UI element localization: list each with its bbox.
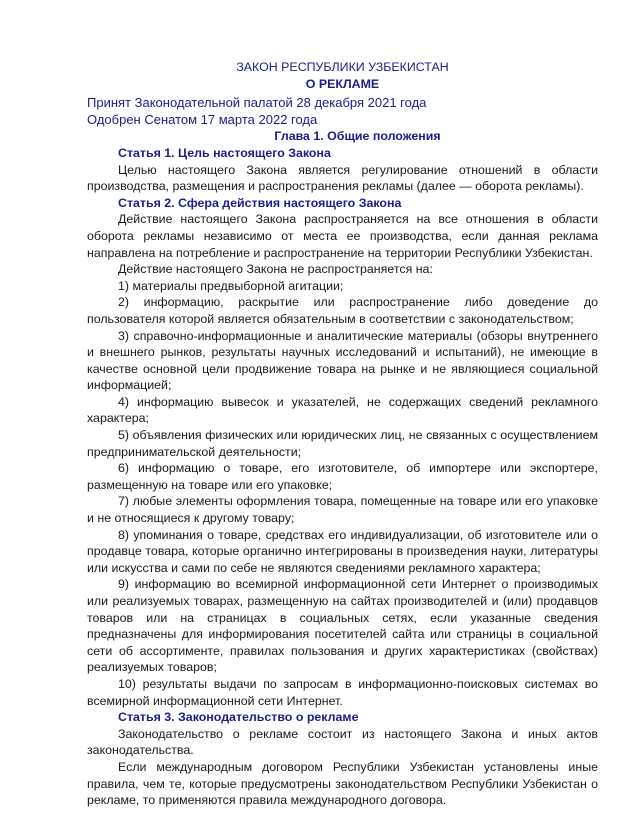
article-heading: Статья 2. Сфера действия настоящего Закона (118, 195, 402, 210)
article-paragraph: Законодательство о рекламе состоит из настоящего Закона и иных актов законодательства. (87, 726, 598, 758)
article-paragraph: 3) справочно-информационные и аналитические материалы (обзоры внутреннего и внешнего рынков, результаты научных исследований и испытаний), не имеющие в качестве основной цели продвижение товара на рынке и не являющиеся социальной информацией; (87, 328, 598, 393)
articles (87, 145, 598, 809)
article-paragraph: Если международным договором Республики Узбекистан установлены иные правила, чем те, которые предусмотрены законодательством Республики Узбекистан о рекламе, то применяются правила международного договора. (87, 759, 598, 808)
article-heading: Статья 1. Цель настоящего Закона (118, 145, 331, 160)
article-paragraph: 1) материалы предвыборной агитации; (118, 278, 344, 293)
law-title: ЗАКОН РЕСПУБЛИКИ УЗБЕКИСТАН (236, 60, 449, 74)
adopted-note: Принят Законодательной палатой 28 декабря 2021 года (87, 95, 427, 111)
article-paragraph: 4) информацию вывесок и указателей, не содержащих сведений рекламного характера; (87, 394, 598, 426)
article-heading: Статья 3. Законодательство о рекламе (118, 710, 359, 725)
article-paragraph: 10) результаты выдачи по запросам в информационно-поисковых системах во всемирной информационной сети Интернет. (87, 676, 598, 708)
law-subtitle: О РЕКЛАМЕ (305, 76, 380, 91)
document-page (87, 59, 598, 809)
article-paragraph: Действие настоящего Закона распространяется на все отношения в области оборота рекламы независимо от места ее производства, если данная реклама направлена на потребление и распространение на территории Республики Узбекистан. (87, 212, 598, 260)
article-paragraph: 8) упоминания о товаре, средствах его индивидуализации, об изготовителе или о продавце товара, которые органично интегрированы в произведения науки, литературы или искусства и сами по себе не являются сведениями рекламного характера; (87, 527, 598, 575)
article-paragraph: 6) информацию о товаре, его изготовителе, об импортере или экспортере, размещенную на товаре или его упаковке; (87, 461, 598, 492)
article-paragraph: Действие настоящего Закона не распространяется на: (118, 262, 433, 277)
chapter-heading: Глава 1. Общие положения (274, 129, 441, 144)
article-paragraph: 2) информацию, раскрытие или распространение либо доведение до пользователя которой является обязательным в соответствии с законодательством; (87, 295, 598, 326)
article-paragraph: 9) информацию во всемирной информационной сети Интернет о производимых или реализуемых товарах, размещенную на сайтах производителей и (или) продавцов товаров или на страницах в социальных сетях, если указанные сведения предназначены для информирования посетителей сайта или страницы в социальной сети об ассортименте, правилах пользования и других характеристиках (свойствах) реализуемых товаров; (87, 577, 598, 675)
article-paragraph: Целью настоящего Закона является регулирование отношений в области производства, размещения и распространения рекламы (далее — оборота рекламы). (87, 162, 598, 194)
article-paragraph: 7) любые элементы оформления товара, помещенные на товаре или его упаковке и не относящиеся к другому товару; (87, 494, 598, 526)
article-paragraph: 5) объявления физических или юридических лиц, не связанных с осуществлением предпринимательской деятельности; (87, 428, 598, 459)
approved-note: Одобрен Сенатом 17 марта 2022 года (87, 111, 318, 127)
